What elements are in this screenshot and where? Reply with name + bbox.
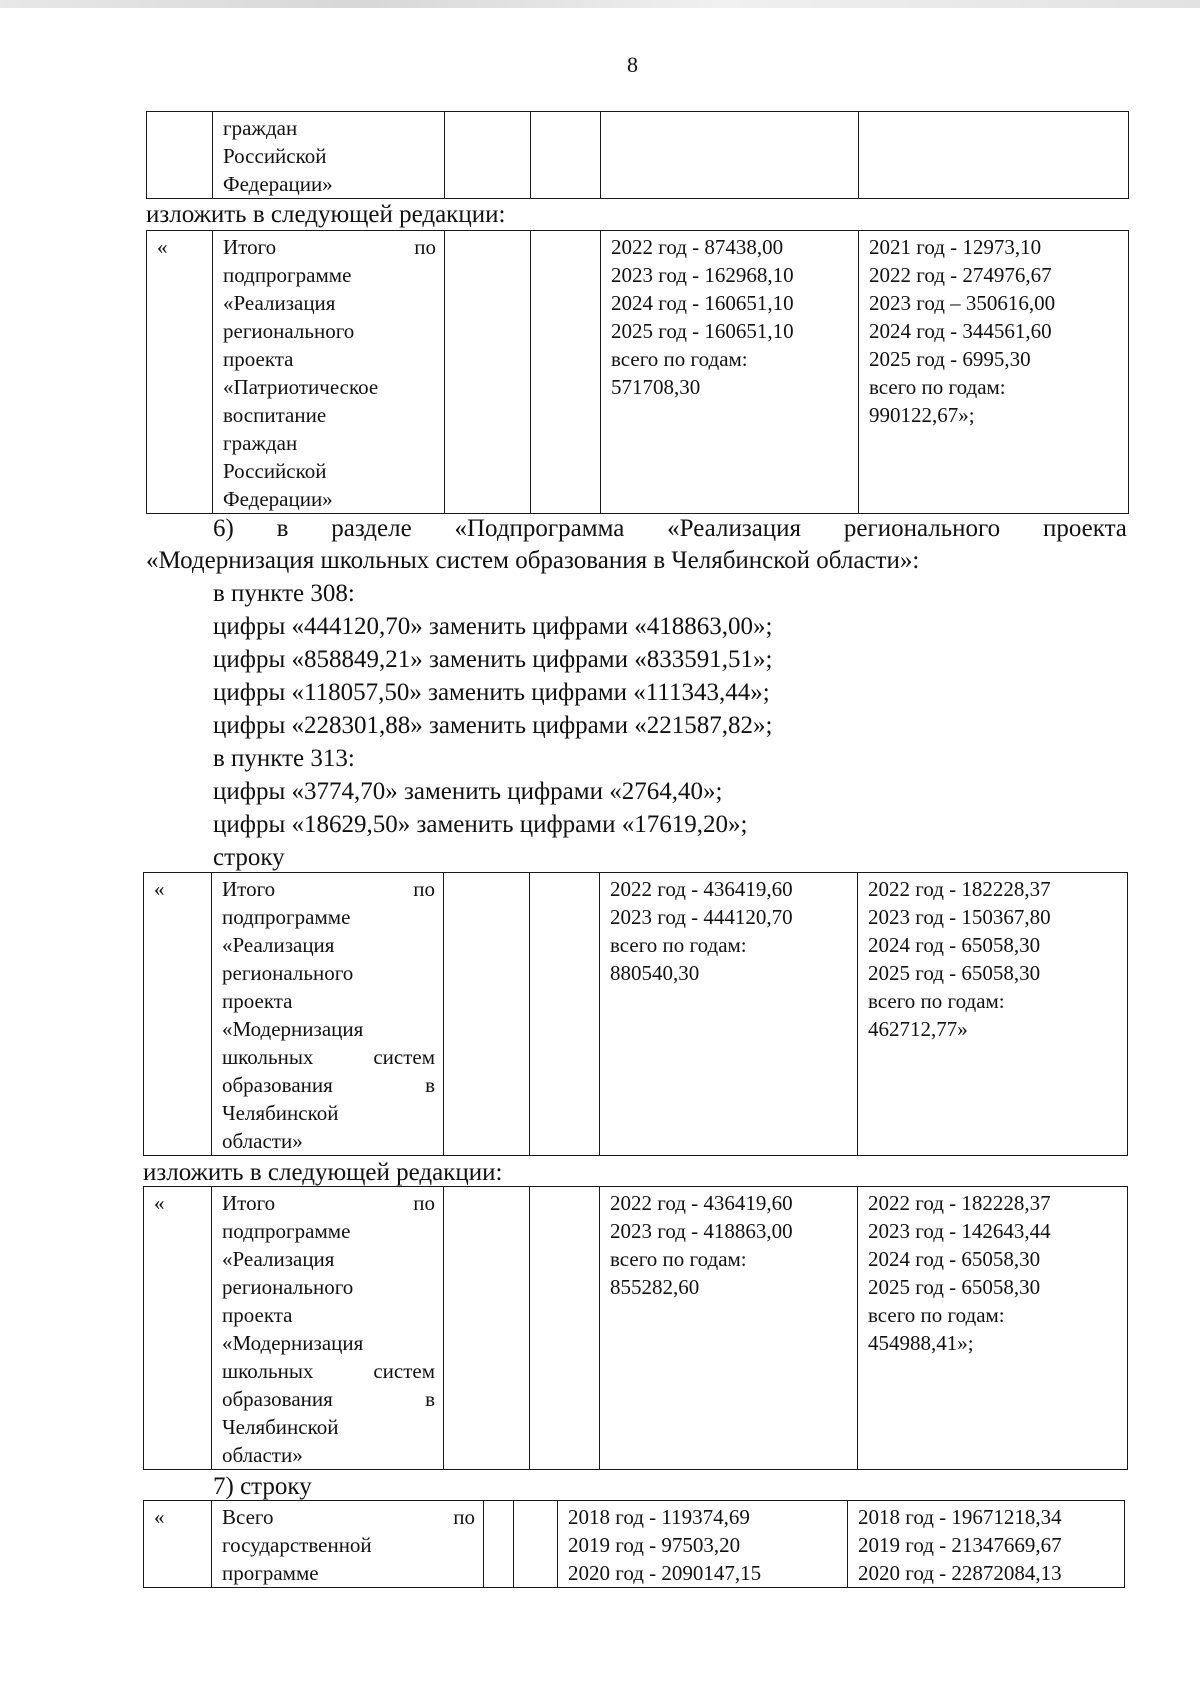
table-state-program-total	[143, 1500, 1125, 1588]
empty-cell	[530, 873, 600, 1156]
paragraph-6-line2: «Модернизация школьных систем образования в Челябинской области»:	[146, 547, 920, 574]
regional-funds-cell: 2018 год - 19671218,34 2019 год - 21347669,67 2020 год - 22872084,13	[848, 1501, 1125, 1588]
empty-cell	[530, 1187, 600, 1470]
row-marker	[147, 112, 213, 199]
federal-funds-cell: 2022 год - 436419,60 2023 год - 444120,70 всего по годам: 880540,30	[600, 873, 858, 1156]
program-name-cell: Всего по государственной программе	[212, 1501, 484, 1588]
empty-cell	[444, 873, 530, 1156]
federal-funds-cell: 2022 год - 87438,00 2023 год - 162968,10 2024 год - 160651,10 2025 год - 160651,10 всего по годам: 571708,30	[601, 231, 859, 514]
paragraph-6-line1: 6) в разделе «Подпрограмма «Реализация регионального проекта	[213, 515, 1127, 542]
item-point-308: в пункте 308:	[213, 580, 355, 607]
row-marker: «	[144, 1501, 212, 1588]
program-name-cell: Итого по подпрограмме «Реализация регионального проекта «Патриотическое воспитание граждан Российской Федерации»	[213, 231, 445, 514]
row-label: строку	[213, 844, 285, 871]
federal-funds-cell: 2018 год - 119374,69 2019 год - 97503,20 2020 год - 2090147,15	[558, 1501, 848, 1588]
empty-cell	[531, 231, 601, 514]
regional-funds-cell: 2021 год - 12973,10 2022 год - 274976,67 2023 год – 350616,00 2024 год - 344561,60 2025 год - 6995,30 всего по годам: 990122,67»;	[859, 231, 1129, 514]
scan-edge	[0, 0, 1200, 8]
replacement-line: цифры «228301,88» заменить цифрами «221587,82»;	[213, 712, 773, 739]
empty-cell	[484, 1501, 514, 1588]
regional-funds-cell: 2022 год - 182228,37 2023 год - 142643,44 2024 год - 65058,30 2025 год - 65058,30 всего по годам: 454988,41»;	[858, 1187, 1128, 1470]
federal-funds-cell	[601, 112, 859, 199]
row-marker: «	[144, 1187, 212, 1470]
replacement-line: цифры «118057,50» заменить цифрами «111343,44»;	[213, 679, 770, 706]
empty-cell	[444, 1187, 530, 1470]
replacement-line: цифры «444120,70» заменить цифрами «418863,00»;	[213, 613, 773, 640]
table-top-continuation	[146, 111, 1129, 199]
paragraph-7: 7) строку	[213, 1473, 312, 1500]
instruction-text: изложить в следующей редакции:	[146, 201, 506, 228]
replacement-line: цифры «18629,50» заменить цифрами «17619,20»;	[213, 811, 748, 838]
table-modernization-new	[143, 1186, 1128, 1470]
empty-cell	[531, 112, 601, 199]
page-number: 8	[627, 52, 638, 77]
program-name-cell: граждан Российской Федерации»	[213, 112, 445, 199]
program-name-cell: Итого по подпрограмме «Реализация регионального проекта «Модернизация школьных систем образования в Челябинской области»	[212, 873, 444, 1156]
replacement-line: цифры «858849,21» заменить цифрами «833591,51»;	[213, 646, 773, 673]
instruction-text: изложить в следующей редакции:	[143, 1159, 503, 1186]
program-name-cell: Итого по подпрограмме «Реализация регионального проекта «Модернизация школьных систем образования в Челябинской области»	[212, 1187, 444, 1470]
empty-cell	[445, 231, 531, 514]
table-patriotic-new	[146, 230, 1129, 514]
empty-cell	[514, 1501, 558, 1588]
row-marker: «	[147, 231, 213, 514]
federal-funds-cell: 2022 год - 436419,60 2023 год - 418863,00 всего по годам: 855282,60	[600, 1187, 858, 1470]
table-modernization-old	[143, 872, 1128, 1156]
replacement-line: цифры «3774,70» заменить цифрами «2764,40»;	[213, 778, 723, 805]
item-point-313: в пункте 313:	[213, 745, 355, 772]
empty-cell	[445, 112, 531, 199]
regional-funds-cell	[859, 112, 1129, 199]
row-marker: «	[144, 873, 212, 1156]
regional-funds-cell: 2022 год - 182228,37 2023 год - 150367,80 2024 год - 65058,30 2025 год - 65058,30 всего по годам: 462712,77»	[858, 873, 1128, 1156]
